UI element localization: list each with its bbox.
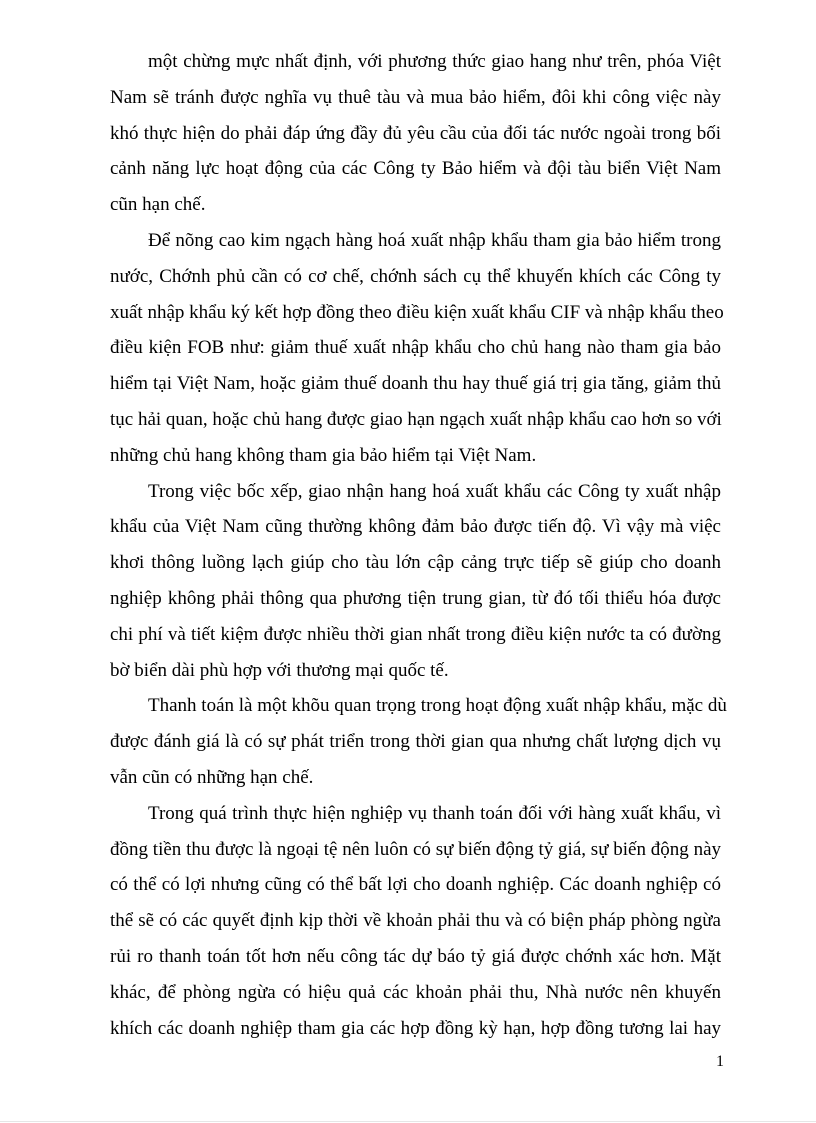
paragraph-line: vẫn cũn có những hạn chế. [110,766,314,788]
paragraph-line: khích các doanh nghiệp tham gia các hợp đồng kỳ hạn, hợp đồng tương lai hay [110,1017,721,1039]
paragraph-line: Nam sẽ tránh được nghĩa vụ thuê tàu và mua bảo hiểm, đôi khi công việc này [110,86,721,108]
paragraph-3 [110,474,721,689]
page-bottom-divider [0,1121,816,1122]
paragraph-5 [110,796,721,1047]
paragraph-line: bờ biển dài phù hợp với thương mại quốc tế. [110,659,449,681]
paragraph-line: Để nõng cao kim ngạch hàng hoá xuất nhập khẩu tham gia bảo hiểm trong [148,229,721,251]
paragraph-line: điều kiện FOB như: giảm thuế xuất nhập khẩu cho chủ hang nào tham gia bảo [110,337,721,359]
paragraph-line: hiểm tại Việt Nam, hoặc giảm thuế doanh thu hay thuế giá trị gia tăng, giảm thủ [110,373,721,395]
paragraph-line: có thể có lợi nhưng cũng có thể bất lợi cho doanh nghiệp. Các doanh nghiệp có [110,874,721,896]
paragraph-line: rủi ro thanh toán tốt hơn nếu công tác dự báo tỷ giá được chớnh xác hơn. Mặt [110,945,721,967]
paragraph-line: nghiệp không phải thông qua phương tiện trung gian, từ đó tối thiểu hóa được [110,587,721,609]
document-page [110,44,727,1046]
paragraph-line: tục hải quan, hoặc chủ hang được giao hạn ngạch xuất nhập khẩu cao hơn so với [110,408,722,430]
paragraph-line: nước, Chớnh phủ cần có cơ chế, chớnh sách cụ thể khuyến khích các Công ty [110,265,721,287]
paragraph-line: Trong việc bốc xếp, giao nhận hang hoá xuất khẩu các Công ty xuất nhập [148,480,721,502]
paragraph-line: khơi thông luồng lạch giúp cho tàu lớn cập cảng trực tiếp sẽ giúp cho doanh [110,552,721,574]
paragraph-line: khẩu của Việt Nam cũng thường không đảm bảo được tiến độ. Vì vậy mà việc [110,516,721,538]
paragraph-4 [110,688,727,795]
paragraph-line: cũn hạn chế. [110,194,206,216]
paragraph-line: khó thực hiện do phải đáp ứng đầy đủ yêu cầu của đối tác nước ngoài trong bối [110,122,721,144]
paragraph-line: chi phí và tiết kiệm được nhiều thời gian nhất trong điều kiện nước ta có đường [110,623,721,645]
paragraph-line: cảnh năng lực hoạt động của các Công ty Bảo hiểm và đội tàu biển Việt Nam [110,158,721,180]
paragraph-line: Trong quá trình thực hiện nghiệp vụ thanh toán đối với hàng xuất khẩu, vì [148,802,721,824]
paragraph-line: được đánh giá là có sự phát triển trong thời gian qua nhưng chất lượng dịch vụ [110,731,721,753]
paragraph-2 [110,223,724,474]
paragraph-line: thể sẽ có các quyết định kịp thời về khoản phải thu và có biện pháp phòng ngừa [110,910,721,932]
paragraph-line: những chủ hang không tham gia bảo hiểm tại Việt Nam. [110,444,537,466]
paragraph-1 [110,44,721,223]
paragraph-line: một chừng mực nhất định, với phương thức giao hang như trên, phóa Việt [148,51,721,72]
paragraph-line: xuất nhập khẩu ký kết hợp đồng theo điều kiện xuất khẩu CIF và nhập khẩu theo [110,301,724,323]
page-number: 1 [716,1053,724,1070]
paragraph-line: Thanh toán là một khõu quan trọng trong hoạt động xuất nhập khẩu, mặc dù [148,695,727,717]
paragraph-line: đồng tiền thu được là ngoại tệ nên luôn có sự biến động tỷ giá, sự biến động này [110,838,721,860]
paragraph-line: khác, để phòng ngừa có hiệu quả các khoản phải thu, Nhà nước nên khuyến [110,981,721,1003]
